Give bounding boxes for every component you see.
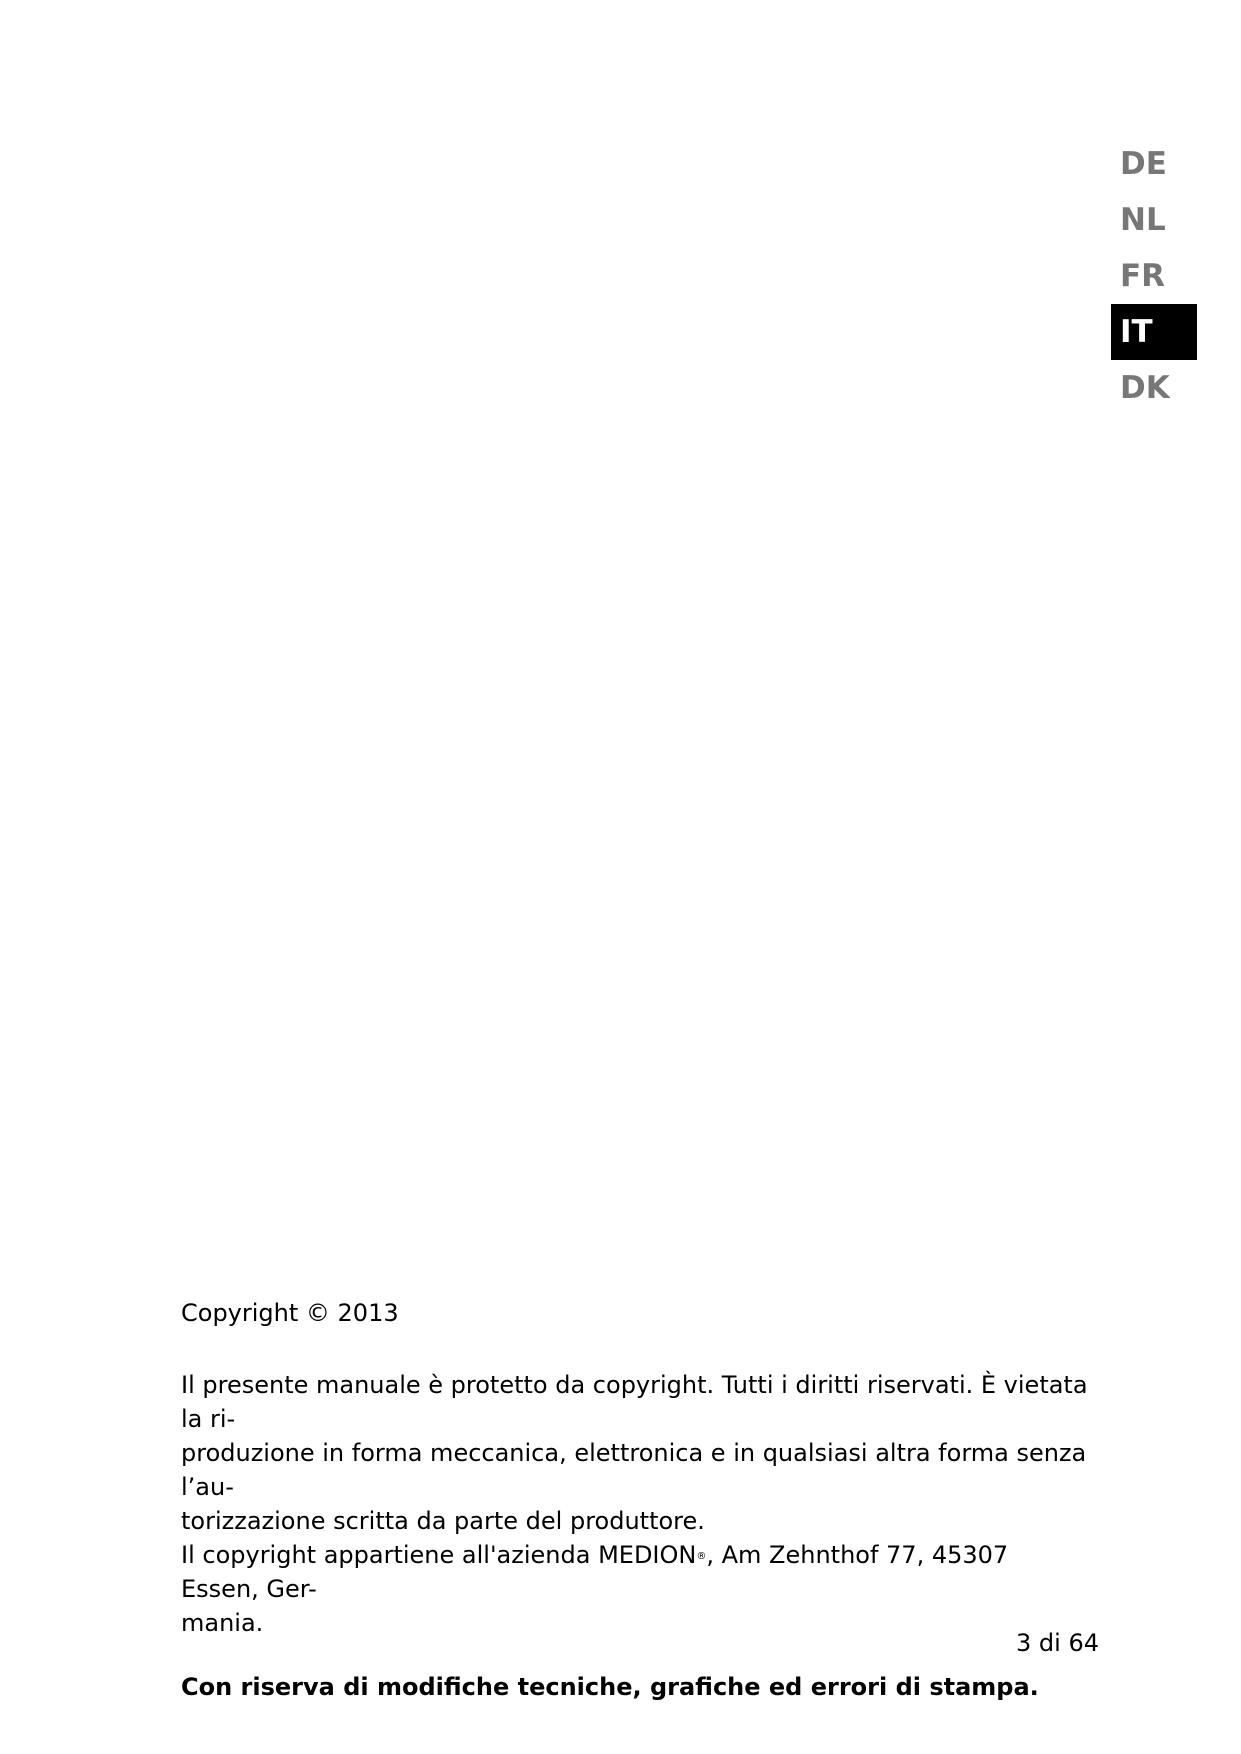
language-tab-nl[interactable]: NL xyxy=(1120,202,1166,238)
copyright-owner-text: Il copyright appartiene all'azienda MEDION xyxy=(181,1541,697,1569)
disclaimer-notice: Con riserva di modifiche tecniche, grafiche ed errori di stampa. xyxy=(181,1673,1039,1701)
copyright-address-text: , Am Zehnthof 77, 45307 Essen, Ger- mania. xyxy=(181,1541,1009,1637)
language-tab-dk[interactable]: DK xyxy=(1120,370,1170,406)
language-tab-de[interactable]: DE xyxy=(1120,146,1167,182)
copyright-paragraph-2 xyxy=(181,1538,1091,1640)
registered-mark: ® xyxy=(696,1551,707,1562)
copyright-section xyxy=(181,1296,1091,1704)
language-tabs xyxy=(1111,136,1197,416)
page-number: 3 di 64 xyxy=(1016,1629,1099,1657)
copyright-paragraph-1: Il presente manuale è protetto da copyright. Tutti i diritti riservati. È vietata la ri- produzione in forma meccanica, elettronica e in qualsiasi altra forma senza l’au- torizzazione scritta da parte del produttore. xyxy=(181,1371,1088,1535)
language-tab-it[interactable]: IT xyxy=(1111,304,1197,360)
language-tab-fr[interactable]: FR xyxy=(1120,258,1166,294)
copyright-title: Copyright © 2013 xyxy=(181,1299,399,1327)
